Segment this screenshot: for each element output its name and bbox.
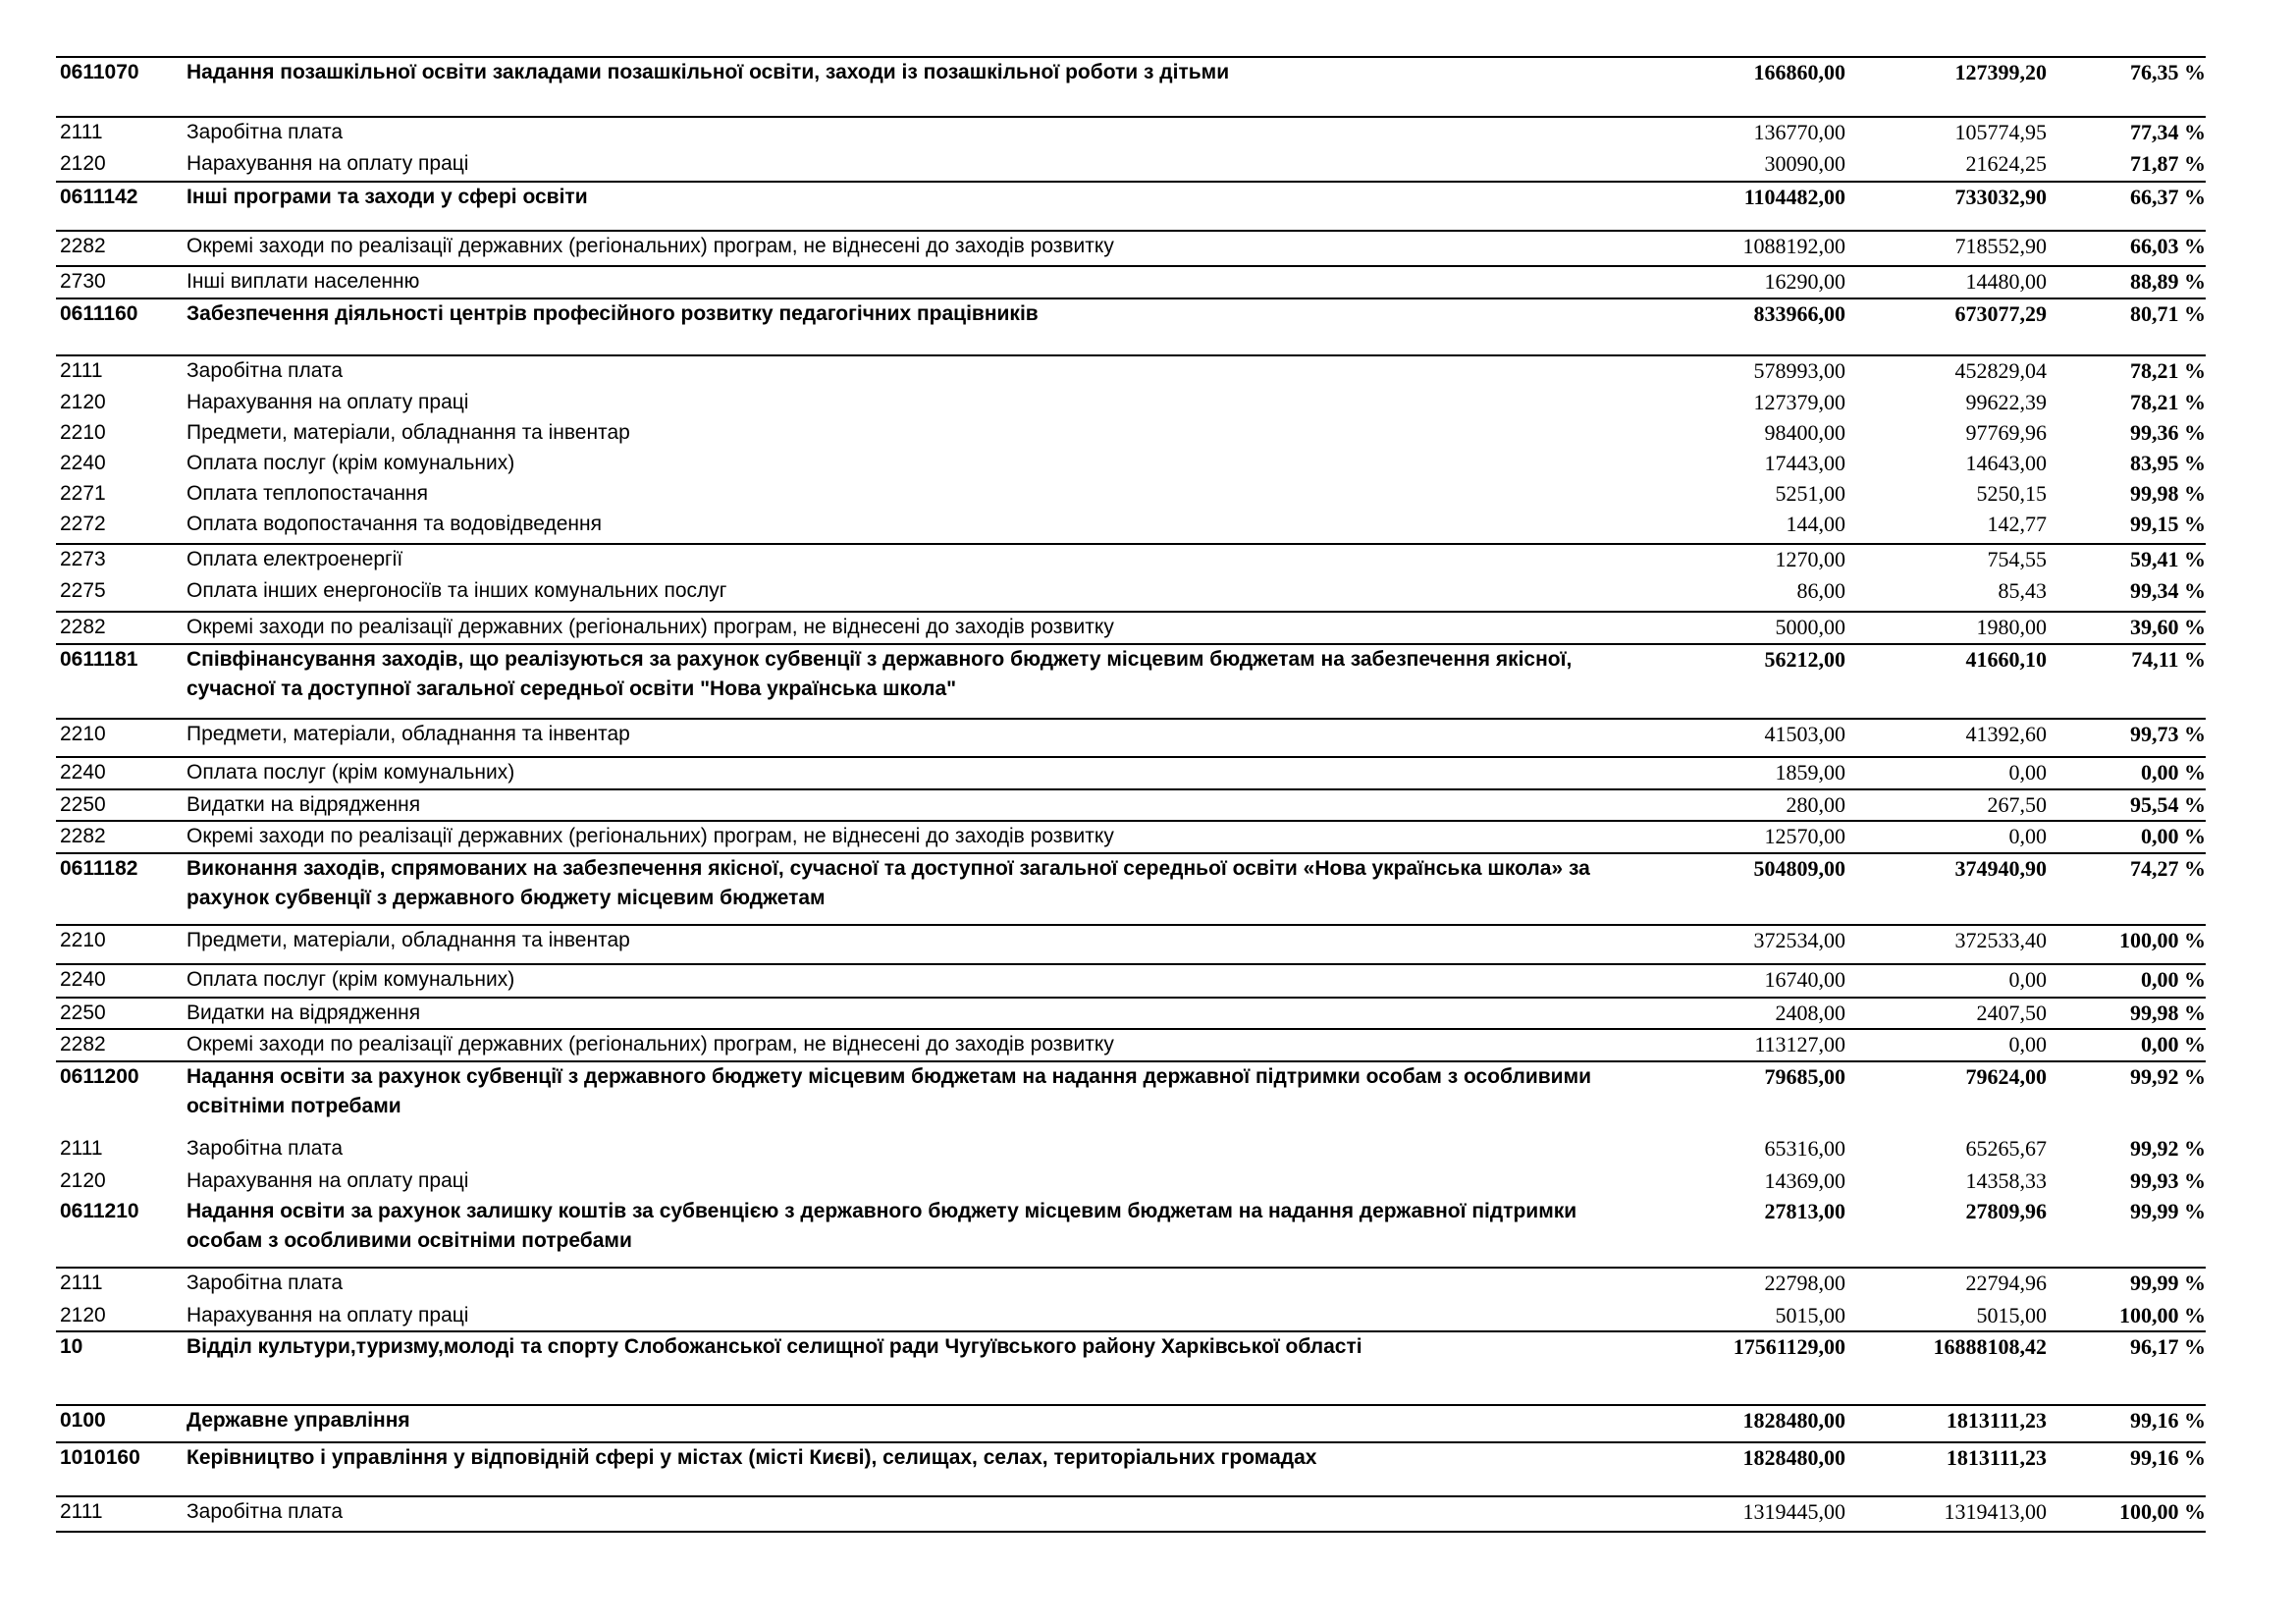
cell-actual: 27809,96 [1965,1199,2047,1223]
cell-plan: 5251,00 [1775,481,1845,506]
cell-percent: 100,00 % [2119,928,2206,952]
cell-percent: 71,87 % [2130,151,2206,176]
cell-plan: 833966,00 [1753,301,1845,326]
cell-percent: 95,54 % [2130,792,2206,817]
cell-actual: 79624,00 [1965,1064,2047,1089]
cell-percent: 99,99 % [2130,1199,2206,1223]
cell-plan: 30090,00 [1764,151,1845,176]
cell-percent: 0,00 % [2141,760,2206,785]
cell-actual: 733032,90 [1954,185,2047,209]
table-row [56,998,2206,1029]
cell-code: 2250 [60,793,106,816]
table-row [56,1134,2206,1166]
cell-code: 2111 [60,1272,103,1294]
cell-plan: 22798,00 [1764,1271,1845,1295]
cell-name: Оплата електроенергії [187,548,403,570]
table-row [56,510,2206,544]
cell-actual: 5250,15 [1976,481,2047,506]
cell-plan: 1828480,00 [1742,1445,1845,1470]
cell-name: Оплата інших енергоносіїв та інших комунальних послуг [187,579,727,602]
table-row [56,925,2206,964]
cell-actual: 14480,00 [1965,269,2047,294]
cell-actual: 85,43 [1998,578,2047,603]
cell-plan: 166860,00 [1753,60,1845,84]
cell-plan: 86,00 [1796,578,1845,603]
table-row [56,576,2206,612]
cell-percent: 99,73 % [2130,722,2206,746]
cell-code: 0611070 [60,61,139,83]
cell-code: 2240 [60,452,106,474]
cell-code: 2282 [60,616,106,638]
cell-plan: 12570,00 [1764,824,1845,848]
table-row [56,266,2206,298]
cell-percent: 77,34 % [2130,120,2206,144]
cell-code: 2111 [60,121,103,143]
cell-code: 2240 [60,761,106,784]
table-row [56,1268,2206,1301]
cell-actual: 673077,29 [1954,301,2047,326]
cell-actual: 105774,95 [1954,120,2047,144]
cell-name: Оплата послуг (крім комунальних) [187,761,515,784]
cell-code: 2120 [60,152,106,175]
cell-plan: 17443,00 [1764,451,1845,475]
cell-actual: 22794,96 [1965,1271,2047,1295]
cell-actual: 14643,00 [1965,451,2047,475]
table-body [56,57,2206,1532]
cell-plan: 5000,00 [1775,615,1845,639]
cell-actual: 41392,60 [1965,722,2047,746]
cell-plan: 5015,00 [1775,1303,1845,1327]
cell-name: Надання освіти за рахунок субвенції з державного бюджету місцевим бюджетам на надання державної підтримки особам з особливими освітніми потребами [187,1065,1592,1117]
table-row [56,719,2206,757]
cell-name: Окремі заходи по реалізації державних (регіональних) програм, не віднесені до заходів розвитку [187,825,1114,847]
cell-name: Керівництво і управління у відповідній сфері у містах (місті Києві), селищах, селах, територіальних громадах [187,1446,1317,1469]
cell-percent: 78,21 % [2130,390,2206,414]
cell-percent: 99,34 % [2130,578,2206,603]
cell-plan: 79685,00 [1764,1064,1845,1089]
table-row-group [56,1331,2206,1405]
cell-name: Заробітна плата [187,1137,344,1160]
cell-plan: 1319445,00 [1742,1499,1845,1524]
table-row-group [56,298,2206,355]
table-row [56,149,2206,182]
cell-code: 2111 [60,359,103,382]
cell-plan: 504809,00 [1753,856,1845,881]
cell-percent: 99,92 % [2130,1136,2206,1161]
cell-plan: 98400,00 [1764,420,1845,445]
table-row [56,231,2206,266]
table-row [56,544,2206,576]
table-row-group [56,644,2206,719]
cell-code: 2273 [60,548,106,570]
cell-percent: 66,03 % [2130,234,2206,258]
cell-actual: 1319413,00 [1944,1499,2047,1524]
table-row-group [56,57,2206,117]
cell-actual: 1813111,23 [1946,1408,2047,1433]
cell-actual: 97769,96 [1965,420,2047,445]
cell-name: Надання позашкільної освіти закладами позашкільної освіти, заходи із позашкільної роботи з дітьми [187,61,1230,83]
cell-percent: 0,00 % [2141,824,2206,848]
cell-code: 2120 [60,391,106,413]
cell-code: 0611210 [60,1200,139,1222]
table-row [56,355,2206,388]
cell-percent: 88,89 % [2130,269,2206,294]
cell-actual: 99622,39 [1965,390,2047,414]
cell-percent: 99,36 % [2130,420,2206,445]
cell-actual: 2407,50 [1976,1001,2047,1025]
cell-name: Виконання заходів, спрямованих на забезпечення якісної, сучасної та доступної загальної середньої освіти «Нова українська школа» за рахунок субвенції з державного бюджету місцевим бюджетам [187,857,1590,909]
cell-name: Оплата водопостачання та водовідведення [187,513,602,535]
cell-percent: 99,98 % [2130,481,2206,506]
cell-code: 2282 [60,825,106,847]
cell-code: 2210 [60,929,106,951]
cell-percent: 80,71 % [2130,301,2206,326]
cell-name: Заробітна плата [187,1500,344,1523]
cell-percent: 99,16 % [2130,1445,2206,1470]
cell-name: Оплата послуг (крім комунальних) [187,452,515,474]
cell-code: 10 [60,1335,83,1358]
cell-plan: 16740,00 [1764,967,1845,992]
cell-plan: 65316,00 [1764,1136,1845,1161]
cell-percent: 76,35 % [2130,60,2206,84]
cell-plan: 27813,00 [1764,1199,1845,1223]
cell-percent: 99,15 % [2130,512,2206,536]
cell-name: Нарахування на оплату праці [187,1169,469,1192]
cell-percent: 99,93 % [2130,1168,2206,1193]
cell-code: 2111 [60,1500,103,1523]
cell-name: Предмети, матеріали, обладнання та інвентар [187,723,630,745]
cell-code: 2120 [60,1169,106,1192]
cell-percent: 66,37 % [2130,185,2206,209]
table-row [56,757,2206,789]
cell-actual: 21624,25 [1965,151,2047,176]
cell-code: 2210 [60,421,106,444]
cell-actual: 5015,00 [1976,1303,2047,1327]
cell-code: 1010160 [60,1446,140,1469]
cell-name: Видатки на відрядження [187,793,421,816]
cell-name: Надання освіти за рахунок залишку коштів за субвенцією з державного бюджету місцевим бюджетам на надання державної підтримки особам з особливими освітніми потребами [187,1200,1577,1252]
cell-code: 0611200 [60,1065,139,1088]
cell-percent: 74,27 % [2130,856,2206,881]
cell-plan: 144,00 [1786,512,1845,536]
cell-name: Нарахування на оплату праці [187,391,469,413]
cell-code: 2282 [60,1033,106,1056]
cell-plan: 1088192,00 [1742,234,1845,258]
cell-percent: 78,21 % [2130,358,2206,383]
cell-name: Видатки на відрядження [187,1001,421,1024]
cell-name: Предмети, матеріали, обладнання та інвентар [187,421,630,444]
table-row [56,612,2206,644]
cell-name: Державне управління [187,1409,410,1432]
cell-actual: 1980,00 [1976,615,2047,639]
cell-actual: 452829,04 [1954,358,2047,383]
cell-percent: 100,00 % [2119,1303,2206,1327]
cell-name: Окремі заходи по реалізації державних (регіональних) програм, не віднесені до заходів розвитку [187,616,1114,638]
cell-code: 2120 [60,1304,106,1326]
cell-percent: 39,60 % [2130,615,2206,639]
cell-name: Нарахування на оплату праці [187,152,469,175]
cell-actual: 374940,90 [1954,856,2047,881]
cell-plan: 1828480,00 [1742,1408,1845,1433]
cell-code: 0611182 [60,857,138,880]
cell-actual: 0,00 [2008,760,2047,785]
table-row [56,821,2206,853]
cell-code: 0611181 [60,648,138,671]
cell-name: Окремі заходи по реалізації державних (регіональних) програм, не віднесені до заходів розвитку [187,235,1114,257]
table-row [56,1166,2206,1197]
cell-actual: 142,77 [1987,512,2047,536]
table-row [56,117,2206,149]
cell-plan: 17561129,00 [1733,1334,1845,1359]
cell-plan: 14369,00 [1764,1168,1845,1193]
table-row [56,388,2206,418]
cell-actual: 372533,40 [1954,928,2047,952]
cell-percent: 59,41 % [2130,547,2206,571]
cell-code: 2240 [60,968,106,991]
table-row-group [56,853,2206,925]
cell-code: 0611160 [60,302,138,325]
cell-name: Окремі заходи по реалізації державних (регіональних) програм, не віднесені до заходів розвитку [187,1033,1114,1056]
cell-code: 2111 [60,1137,103,1160]
cell-plan: 136770,00 [1753,120,1845,144]
table-row [56,418,2206,449]
cell-name: Заробітна плата [187,121,344,143]
cell-name: Відділ культури,туризму,молоді та спорту Слобожанської селищної ради Чугуївського району Харківської області [187,1335,1362,1358]
cell-code: 2250 [60,1001,106,1024]
table-row-group [56,182,2206,231]
budget-execution-table [56,56,2206,1533]
table-row-group [56,1197,2206,1268]
table-row-group [56,1405,2206,1442]
cell-percent: 74,11 % [2131,647,2206,672]
cell-plan: 113127,00 [1754,1032,1845,1056]
cell-plan: 1270,00 [1775,547,1845,571]
cell-code: 2282 [60,235,106,257]
cell-actual: 267,50 [1987,792,2047,817]
cell-name: Заробітна плата [187,1272,344,1294]
cell-plan: 1104482,00 [1743,185,1845,209]
cell-name: Предмети, матеріали, обладнання та інвентар [187,929,630,951]
cell-code: 2271 [60,482,106,505]
cell-percent: 83,95 % [2130,451,2206,475]
cell-plan: 280,00 [1786,792,1845,817]
cell-percent: 99,16 % [2130,1408,2206,1433]
cell-name: Забезпечення діяльності центрів професійного розвитку педагогічних працівників [187,302,1039,325]
table-row [56,479,2206,510]
table-row [56,1496,2206,1532]
cell-name: Оплата послуг (крім комунальних) [187,968,515,991]
cell-percent: 99,98 % [2130,1001,2206,1025]
cell-actual: 127399,20 [1954,60,2047,84]
cell-plan: 2408,00 [1775,1001,1845,1025]
cell-actual: 754,55 [1987,547,2047,571]
table-row [56,449,2206,479]
table-row [56,1029,2206,1061]
cell-name: Співфінансування заходів, що реалізуються за рахунок субвенції з державного бюджету місцевим бюджетам на забезпечення якісної, сучасної та доступної загальної середньої освіти "Нова українська школа" [187,648,1573,700]
cell-code: 2275 [60,579,106,602]
cell-actual: 65265,67 [1965,1136,2047,1161]
cell-plan: 41503,00 [1764,722,1845,746]
table-row-group [56,1061,2206,1134]
cell-code: 2210 [60,723,106,745]
cell-percent: 99,99 % [2130,1271,2206,1295]
table-row-group [56,1442,2206,1496]
cell-plan: 56212,00 [1764,647,1845,672]
cell-actual: 0,00 [2008,1032,2047,1056]
cell-plan: 127379,00 [1753,390,1845,414]
cell-percent: 0,00 % [2141,1032,2206,1056]
cell-plan: 16290,00 [1764,269,1845,294]
cell-plan: 578993,00 [1753,358,1845,383]
cell-percent: 96,17 % [2130,1334,2206,1359]
cell-name: Заробітна плата [187,359,344,382]
cell-name: Інші програми та заходи у сфері освіти [187,186,588,208]
table-row [56,1301,2206,1331]
table-row [56,964,2206,998]
cell-actual: 0,00 [2008,967,2047,992]
cell-code: 2272 [60,513,106,535]
cell-code: 0100 [60,1409,106,1432]
cell-code: 2730 [60,270,106,293]
cell-name: Нарахування на оплату праці [187,1304,469,1326]
cell-percent: 0,00 % [2141,967,2206,992]
cell-code: 0611142 [60,186,138,208]
cell-actual: 16888108,42 [1933,1334,2047,1359]
table-row [56,789,2206,821]
cell-percent: 99,92 % [2130,1064,2206,1089]
cell-plan: 372534,00 [1753,928,1845,952]
cell-actual: 1813111,23 [1946,1445,2047,1470]
cell-name: Оплата теплопостачання [187,482,429,505]
cell-actual: 718552,90 [1954,234,2047,258]
cell-plan: 1859,00 [1775,760,1845,785]
cell-percent: 100,00 % [2119,1499,2206,1524]
cell-actual: 14358,33 [1965,1168,2047,1193]
cell-actual: 0,00 [2008,824,2047,848]
cell-name: Інші виплати населенню [187,270,420,293]
cell-actual: 41660,10 [1965,647,2047,672]
